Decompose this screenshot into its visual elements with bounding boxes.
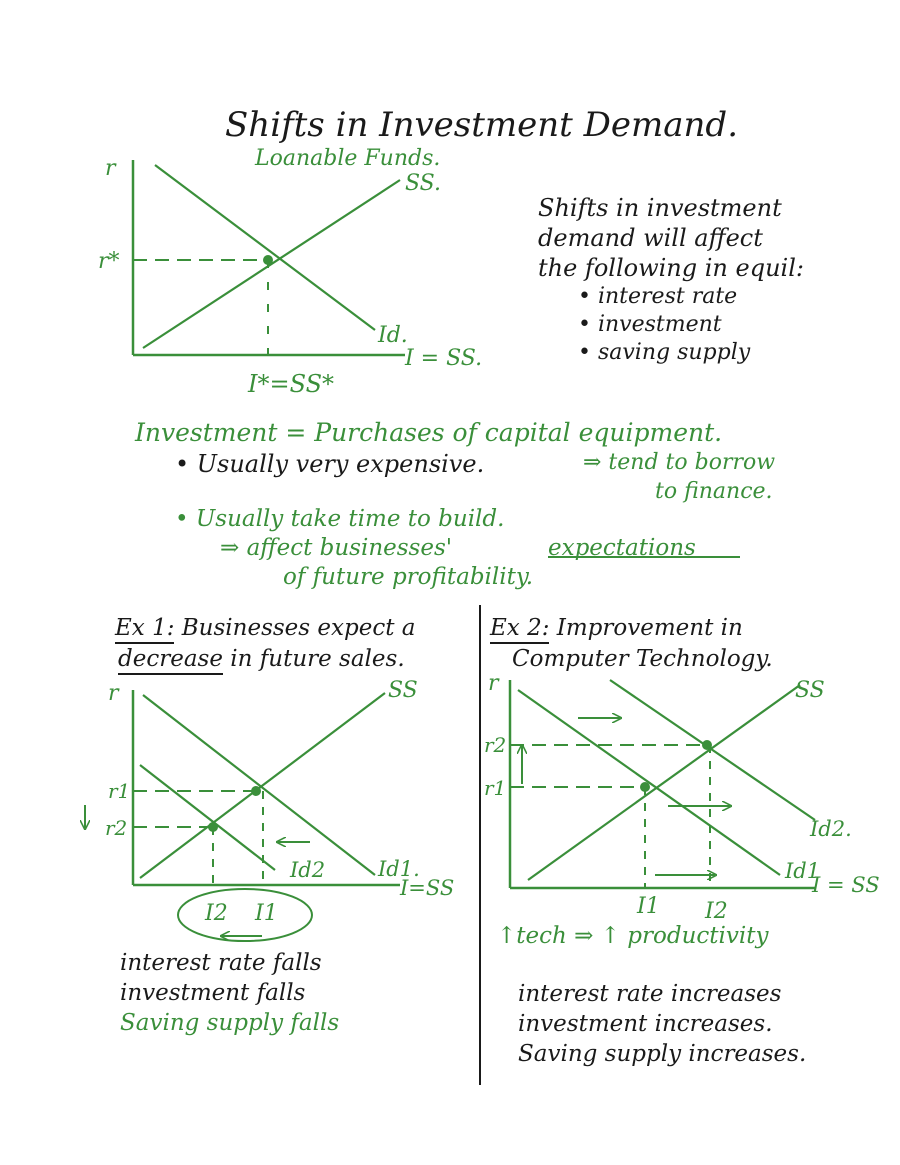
definition-bullet-2-implication-a: ⇒ affect businesses' [220, 535, 453, 561]
top-demand-curve [155, 165, 375, 330]
ex1-i2-label: I2 [205, 901, 228, 926]
ex1-demand-curve-1 [143, 695, 375, 875]
ex1-supply-label: SS [388, 678, 418, 703]
definition-bullet-2-implication-b: expectations [548, 535, 696, 561]
ex1-graph [85, 678, 454, 941]
ex1-i1-label: I1 [255, 901, 278, 926]
top-equilibrium-point [263, 255, 273, 265]
ex2-heading [490, 617, 743, 640]
ex1-heading-line-2 [118, 648, 405, 671]
top-loanable-funds-graph [98, 156, 482, 398]
ex1-heading-rest: Businesses expect a [174, 615, 416, 641]
top-eq-qty-label: I*=SS* [248, 370, 335, 398]
notes-line-3: the following in equil: [538, 254, 804, 282]
ex1-heading [115, 617, 415, 640]
ex2-heading-rest: Improvement in [549, 615, 743, 641]
definition-bullet-1-implication-a: ⇒ tend to borrow [583, 450, 776, 475]
page-subtitle: Loanable Funds. [255, 146, 441, 171]
definition-bullet-2-implication-c: of future profitability. [283, 564, 534, 590]
top-y-label: r [105, 156, 116, 181]
notes-bullet-3: • saving supply [578, 340, 751, 365]
ex2-y-label: r [488, 671, 499, 696]
ex1-decrease-word: decrease [118, 646, 223, 675]
ex2-graph [484, 671, 880, 924]
definition-bullet-1: • Usually very expensive. [175, 450, 485, 478]
ex1-y-label: r [108, 681, 119, 706]
page-title: Shifts in Investment Demand. [225, 105, 739, 145]
ex2-i2-label: I2 [705, 899, 728, 924]
top-supply-label: SS. [405, 171, 441, 196]
notes-line-1: Shifts in investment [538, 194, 782, 222]
definition-bullet-2: • Usually take time to build. [175, 506, 505, 532]
ex1-equilibrium-1 [251, 786, 261, 796]
top-eq-rate-label: r* [98, 249, 120, 274]
ex1-heading-label: Ex 1: [115, 615, 174, 644]
ex1-r1-label: r1 [108, 779, 131, 803]
ex1-x-axis-label: I=SS [400, 876, 455, 900]
ex1-heading-line-2-rest: in future sales. [222, 646, 405, 672]
ex2-result-3: Saving supply increases. [518, 1041, 807, 1067]
ex2-result-2: investment increases. [518, 1011, 773, 1037]
ex2-r2-label: r2 [484, 733, 507, 757]
ex2-heading-line-2: Computer Technology. [512, 646, 773, 672]
ex1-result-3: Saving supply falls [120, 1010, 340, 1036]
ex1-equilibrium-2 [208, 822, 218, 832]
ex2-id2-label: Id2. [810, 817, 852, 841]
ex2-i1-label: I1 [637, 894, 660, 919]
notes-bullet-1: • interest rate [578, 284, 738, 309]
ex1-r2-label: r2 [105, 816, 128, 840]
ex1-quantity-circle [178, 889, 312, 941]
ex1-id1-label: Id1. [378, 857, 420, 881]
ex1-result-2: investment falls [120, 980, 306, 1006]
ex2-result-1: interest rate increases [518, 981, 782, 1007]
top-x-axis-label: I = SS. [405, 346, 483, 371]
ex2-tech-note: ↑tech ⇒ ↑ productivity [497, 923, 769, 949]
ex1-id2-label: Id2 [290, 858, 326, 882]
top-supply-curve [143, 180, 400, 348]
ex2-equilibrium-2 [702, 740, 712, 750]
ex2-supply-label: SS [795, 678, 825, 703]
ex2-demand-curve-1 [518, 690, 780, 875]
top-demand-label: Id. [378, 323, 408, 348]
ex2-equilibrium-1 [640, 782, 650, 792]
notes-line-2: demand will affect [538, 224, 763, 252]
definition-bullet-1-implication-b: to finance. [655, 479, 773, 504]
notes-bullet-2: • investment [578, 312, 722, 337]
ex1-result-1: interest rate falls [120, 950, 322, 976]
ex2-heading-label: Ex 2: [490, 615, 549, 644]
ex2-id1-label: Id1 [785, 859, 821, 883]
ex2-x-axis-label: I = SS [812, 873, 880, 897]
ex2-r1-label: r1 [484, 776, 507, 800]
investment-definition: Investment = Purchases of capital equipment. [135, 418, 723, 447]
